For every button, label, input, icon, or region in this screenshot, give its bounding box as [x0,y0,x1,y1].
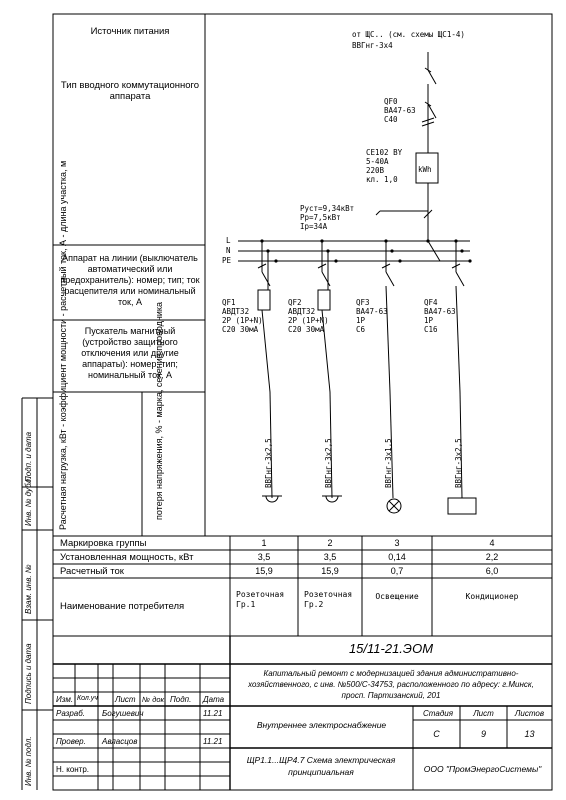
sheet-title: ЩР1.1...ЩР4.7 Схема электрическая принципиальная [246,755,396,777]
qf2-poles: 2P (1P+N) [288,316,329,325]
current-3: 0,7 [390,566,404,576]
qf3-type: BA47-63 [356,307,388,316]
role-3: Н. контр. [56,765,90,774]
sheet-label: Лист [473,709,494,718]
section-name: Внутреннее электроснабжение [256,720,387,730]
hdr-doc: № док. [142,695,167,704]
rcd-2 [318,290,330,310]
qf3-rating: C6 [356,325,366,334]
line-device-label: Аппарат на линии (выключатель автоматический или предохранитель): номер; тип; ток расцепителя или номинальный ток, А [60,253,200,307]
bus-PE-label: PE [222,256,232,265]
bus-N-label: N [226,246,231,255]
power-source-label: Источник питания [90,26,170,37]
qf2-type: АВДТ32 [288,307,316,316]
qf1-type: АВДТ32 [222,307,250,316]
qf3-poles: 1P [356,316,366,325]
side-stamp-5: Инв. № подл. [24,736,33,786]
side-stamp-3: Взам. инв. № [24,564,33,614]
qf4-name: QF4 [424,298,438,307]
rcd-1 [258,290,270,310]
consumer-name-label: Наименование потребителя [60,601,185,612]
qf4-poles: 1P [424,316,434,325]
role-2: Провер. [56,737,86,746]
side-stamp-1: Подп. и дата [24,431,33,482]
group-3: 3 [394,538,400,548]
meter-current: 5-40A [366,157,389,166]
qf0-rating: C40 [384,115,398,124]
qf4-type: BA47-63 [424,307,456,316]
hdr-sign: Подп. [170,695,192,704]
input-device-type-label: Тип вводного коммутационного аппарата [60,80,200,102]
hdr-kol: Кол.уч [77,695,98,702]
calc-load-label: Расчетная нагрузка, кВт - коэффициент мощности - расчетный ток, А - длина участка, м [58,160,68,530]
hdr-izm: Изм. [56,695,74,704]
name-1: Богушевич [102,709,144,718]
current-4: 6,0 [485,566,499,576]
company-name: ООО "ПромЭнергоСистемы" [423,764,542,774]
consumer-4: Кондиционер [465,592,519,601]
consumer-2: Розеточная Гр.2 [304,590,353,609]
side-stamp-2: Инв. № дубл. [24,476,33,526]
bus-L-label: L [226,236,231,245]
feeder1-cable: ВВГнг-3х2,5 [264,438,273,488]
qf0-name: QF0 [384,97,398,106]
qf3-name: QF3 [356,298,370,307]
qf1-rating: C20 30мА [222,325,259,334]
meter-voltage: 220B [366,166,385,175]
project-title: Капитальный ремонт с модернизацией здания административно-хозяйственного, с инв. №500/С-34753, расположенного по адресу: г.Минск, просп. Партизанский, 201 [248,669,534,700]
power-3: 0,14 [388,552,406,562]
date-1: 11.21 [203,709,223,718]
voltage-loss-label: потеря напряжения, % - марка, сечение проводника [154,301,164,520]
meter-kwh: kWh [418,165,432,174]
meter-class: кл. 1,0 [366,175,398,184]
stage-value: С [433,729,440,739]
qf0-type: BA47-63 [384,106,416,115]
power-1: 3,5 [257,552,271,562]
power-2: 3,5 [323,552,337,562]
group-marking-label: Маркировка группы [60,538,147,549]
meter-model: CE102 BY [366,148,403,157]
conditioner-box [448,498,476,514]
rated-current-label: Расчетный ток [60,566,124,577]
qf1-poles: 2P (1P+N) [222,316,263,325]
sheets-value: 13 [524,729,535,739]
input-cable: ВВГнг-3х4 [352,41,393,50]
qf2-name: QF2 [288,298,302,307]
feeder4-cable: ВВГнг-3х2,5 [454,438,463,488]
side-stamp-4: Подпись и дата [24,643,33,704]
group-4: 4 [489,538,495,548]
group-2: 2 [327,538,333,548]
qf1-name: QF1 [222,298,236,307]
doc-code: 15/11-21.ЭОМ [348,641,434,656]
name-2: Авласцов [102,737,138,746]
feeder2-cable: ВВГнг-3х2,5 [324,438,333,488]
date-2: 11.21 [203,737,223,746]
qf2-rating: C20 30мА [288,325,325,334]
load-installed: Pуст=9,34кВт [300,204,355,213]
sheet-value: 9 [480,729,486,739]
hdr-list: Лист [115,695,136,704]
load-calc: Pp=7,5кВт [300,213,341,222]
qf4-rating: C16 [424,325,438,334]
sheets-label: Листов [514,709,545,718]
power-4: 2,2 [485,552,499,562]
load-current: Ip=34A [300,222,328,231]
hdr-date: Дата [203,695,225,704]
feeder3-cable: ВВГнг-3х1,5 [384,438,393,488]
consumer-1: Розеточная Гр.1 [236,590,285,609]
input-source: от ЩС.. (см. схемы ЩС1-4) [352,30,465,39]
magnetic-starter-label: Пускатель магнитный (устройство защитного отключения или другие аппараты): номер; тип; номинальный ток, А [81,326,179,380]
consumer-3: Освещение [375,592,419,601]
role-1: Разраб. [56,709,85,718]
group-1: 1 [261,538,267,548]
current-1: 15,9 [255,566,273,576]
stage-label: Стадия [423,709,453,718]
current-2: 15,9 [321,566,339,576]
installed-power-label: Установленная мощность, кВт [60,552,194,563]
